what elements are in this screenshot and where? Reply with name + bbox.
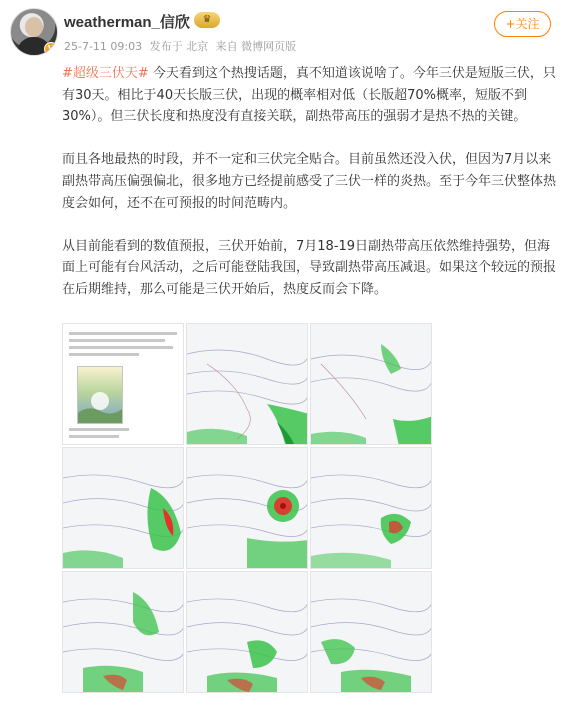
image-thumb-8[interactable] xyxy=(186,571,308,693)
weather-map xyxy=(187,324,308,445)
follow-button[interactable]: +关注 xyxy=(494,11,551,37)
paragraph-1 xyxy=(62,63,558,128)
doc-text-line xyxy=(69,435,119,438)
paragraph-3: 从目前能看到的数值预报，三伏开始前，7月18-19日副热带高压依然维持强势，但海面上可能有台风活动，之后可能登陆我国，导致副热带高压减退。如果这个较远的预报在后期维持，那么可能是三伏开始后，热度反而会下降。 xyxy=(62,238,557,297)
doc-text-line xyxy=(69,332,177,335)
post-header xyxy=(0,0,564,60)
image-thumb-4[interactable] xyxy=(62,447,184,569)
doc-illustration-art xyxy=(78,367,122,423)
image-thumb-1[interactable] xyxy=(62,323,184,445)
image-thumb-7[interactable] xyxy=(62,571,184,693)
post-meta xyxy=(64,38,300,54)
doc-text-line xyxy=(69,428,129,431)
weather-map xyxy=(187,448,308,569)
crown-icon: ♛ xyxy=(194,12,220,28)
username[interactable]: weatherman_信欣 xyxy=(64,14,190,31)
weather-map xyxy=(311,324,432,445)
verified-icon: V xyxy=(44,42,58,56)
weather-map xyxy=(311,572,432,693)
doc-text-line xyxy=(69,353,139,356)
doc-illustration xyxy=(77,366,123,424)
image-thumb-9[interactable] xyxy=(310,571,432,693)
post-date[interactable]: 25-7-11 09:03 xyxy=(64,40,143,53)
paragraph-1-text: 今天看到这个热搜话题，真不知道该说啥了。今年三伏是短版三伏，只有30天。相比于40天长版三伏，出现的概率相对低（长版超70%概率，短版不到30%）。但三伏长度和热度没有直接关联，副热带高压的强弱才是热不热的关键。 xyxy=(62,66,556,125)
weather-map xyxy=(63,572,184,693)
hashtag-link[interactable]: #超级三伏天# xyxy=(62,66,149,81)
weather-map xyxy=(187,572,308,693)
image-thumb-5[interactable] xyxy=(186,447,308,569)
doc-text-line xyxy=(69,346,173,349)
avatar[interactable] xyxy=(10,8,58,56)
weather-map xyxy=(311,448,432,569)
image-thumb-6[interactable] xyxy=(310,447,432,569)
post-source: 来自 微博网页版 xyxy=(215,40,297,53)
post-location: 发布于 北京 xyxy=(149,40,209,53)
post-content xyxy=(62,63,558,322)
image-grid xyxy=(62,323,436,693)
paragraph-2: 而且各地最热的时段，并不一定和三伏完全贴合。目前虽然还没入伏，但因为7月以来副热带高压偏强偏北，很多地方已经提前感受了三伏一样的炎热。至于今年三伏整体热度会如何，还不在可预报的时间范畴内。 xyxy=(62,152,557,211)
avatar-face xyxy=(25,17,43,37)
weather-map xyxy=(63,448,184,569)
doc-text-line xyxy=(69,339,165,342)
image-thumb-3[interactable] xyxy=(310,323,432,445)
image-thumb-2[interactable] xyxy=(186,323,308,445)
